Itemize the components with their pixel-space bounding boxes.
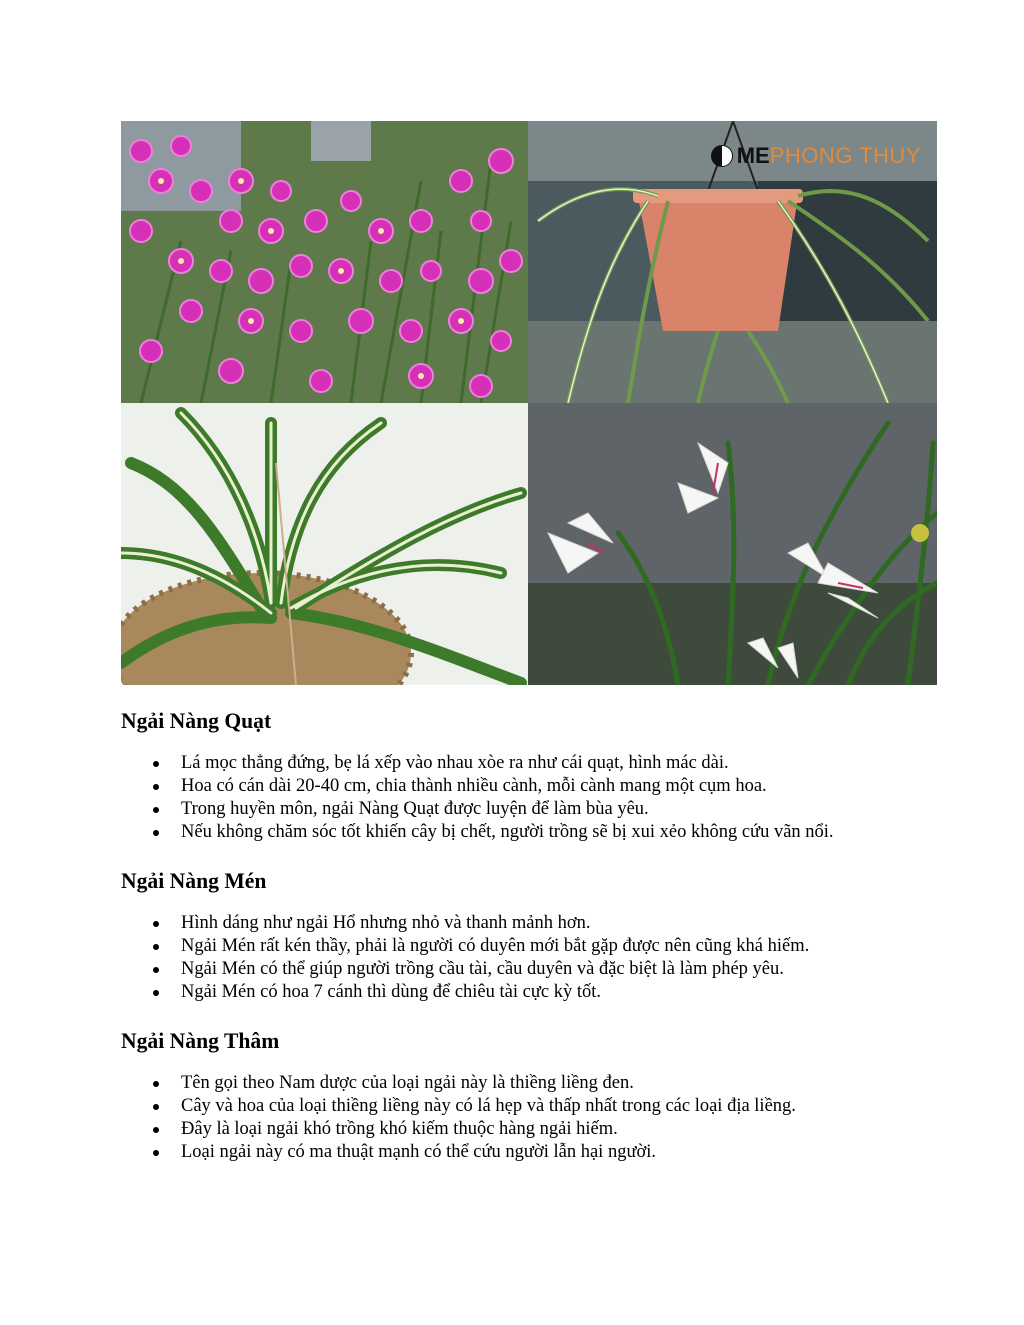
yin-yang-icon [711, 145, 733, 167]
bullet-icon [153, 990, 159, 996]
list-item [121, 981, 941, 1004]
article-content [121, 706, 941, 1186]
list-item [121, 1141, 941, 1164]
section-heading: Ngải Nàng Thâm [121, 1029, 280, 1053]
bullet-icon [153, 1081, 159, 1087]
bullet-list [121, 1072, 941, 1164]
watermark-text-a: ME [736, 143, 770, 168]
watermark-logo [711, 143, 921, 169]
watermark-text-b: PHONG THUY [769, 143, 921, 168]
hanging-pot-photo [528, 121, 937, 403]
pink-flowers-photo [121, 121, 528, 403]
list-item-text: Đây là loại ngải khó trồng khó kiếm thuộc hàng ngải hiếm. [181, 1119, 618, 1139]
list-item-text: Trong huyền môn, ngải Nàng Quạt được luyện để làm bùa yêu. [181, 799, 649, 819]
bullet-icon [153, 830, 159, 836]
photo-collage [121, 121, 937, 685]
list-item [121, 958, 941, 981]
list-item-text: Ngải Mén rất kén thầy, phải là người có duyên mới bắt gặp được nên cũng khá hiếm. [181, 936, 810, 956]
bullet-icon [153, 807, 159, 813]
bullet-list [121, 752, 941, 844]
list-item-text: Nếu không chăm sóc tốt khiến cây bị chết, người trồng sẽ bị xui xẻo không cứu vãn nổi. [181, 822, 834, 842]
list-item-text: Lá mọc thẳng đứng, bẹ lá xếp vào nhau xòe ra như cái quạt, hình mác dài. [181, 753, 729, 773]
list-item [121, 821, 941, 844]
bullet-icon [153, 784, 159, 790]
bullet-icon [153, 761, 159, 767]
spider-plant-photo [121, 403, 528, 685]
list-item [121, 775, 941, 798]
list-item-text: Loại ngải này có ma thuật mạnh có thể cứu người lẫn hại người. [181, 1142, 657, 1162]
list-item [121, 912, 941, 935]
list-item-text: Cây và hoa của loại thiềng liềng này có lá hẹp và thấp nhất trong các loại địa liềng. [181, 1096, 796, 1116]
list-item-text: Tên gọi theo Nam dược của loại ngải này là thiềng liềng đen. [181, 1073, 634, 1093]
list-item-text: Ngải Mén có thể giúp người trồng cầu tài, cầu duyên và đặc biệt là làm phép yêu. [181, 959, 784, 979]
list-item-text: Hoa có cán dài 20-40 cm, chia thành nhiều cành, mỗi cành mang một cụm hoa. [181, 776, 767, 796]
bullet-icon [153, 944, 159, 950]
bullet-icon [153, 921, 159, 927]
bullet-icon [153, 1127, 159, 1133]
list-item [121, 752, 941, 775]
white-lily-photo [528, 403, 937, 685]
list-item [121, 935, 941, 958]
bullet-icon [153, 967, 159, 973]
bullet-list [121, 912, 941, 1004]
bullet-icon [153, 1104, 159, 1110]
list-item [121, 1095, 941, 1118]
list-item [121, 1118, 941, 1141]
section-heading: Ngải Nàng Mén [121, 869, 267, 893]
section-heading: Ngải Nàng Quạt [121, 709, 272, 733]
list-item-text: Ngải Mén có hoa 7 cánh thì dùng để chiêu tài cực kỳ tốt. [181, 982, 601, 1002]
list-item-text: Hình dáng như ngải Hổ nhưng nhỏ và thanh mảnh hơn. [181, 913, 591, 933]
list-item [121, 1072, 941, 1095]
bullet-icon [153, 1150, 159, 1156]
list-item [121, 798, 941, 821]
